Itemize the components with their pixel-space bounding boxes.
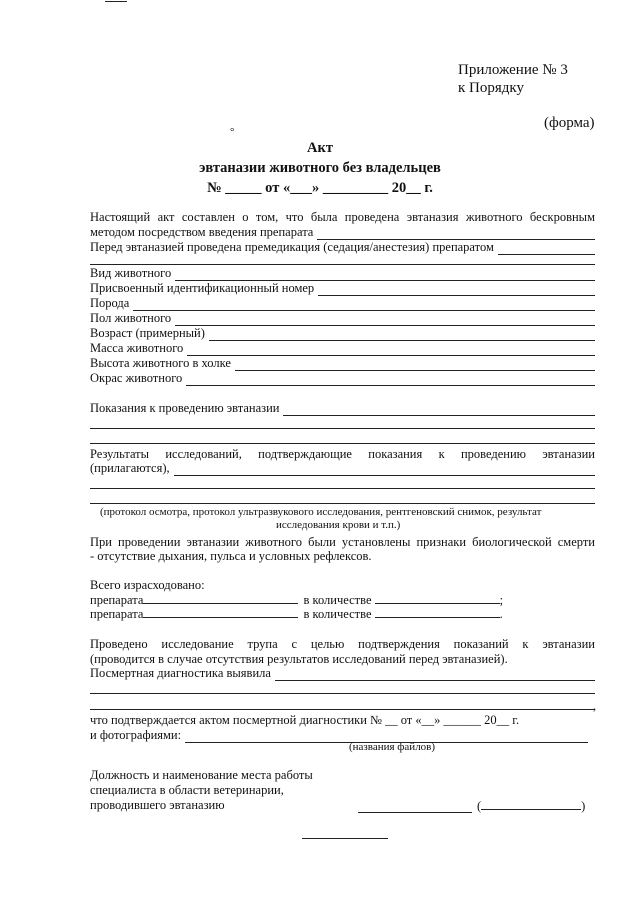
consumption-qty-label: в количестве [303, 607, 372, 621]
consumption-drug-label: препарата [90, 607, 144, 621]
intro-drug-field [90, 225, 595, 240]
indications-line-3[interactable] [90, 443, 595, 444]
autopsy-line-1: Проведено исследование трупа с целью подтверждения показаний к эвтаназии [90, 637, 595, 651]
consumption-qty-label: в количестве [303, 593, 372, 607]
consumption-qty-blank[interactable] [375, 607, 500, 618]
autopsy-line-5[interactable] [90, 709, 595, 710]
autopsy-comma: , [593, 699, 597, 713]
results-line-1: Результаты исследований, подтверждающие показания к проведению эвтаназии [90, 447, 595, 461]
animal-field-blank[interactable] [175, 315, 595, 326]
consumption-drug-blank[interactable] [143, 607, 298, 618]
photos-label: и фотографиями: [90, 728, 182, 742]
animal-field-7 [90, 371, 595, 386]
autopsy-field [90, 666, 595, 681]
signature-blank[interactable] [358, 812, 472, 813]
animal-field-blank[interactable] [209, 330, 595, 341]
consumption-row-2 [90, 607, 503, 622]
consumption-row-1 [90, 593, 503, 608]
animal-field-label: Высота животного в холке [90, 356, 231, 370]
results-note-2: исследования крови и т.п.) [276, 519, 401, 531]
autopsy-confirm: что подтверждается актом посмертной диагностики № __ от «__» ______ 20__ г. [90, 713, 520, 727]
results-blank[interactable] [174, 465, 595, 476]
name-close-paren: ) [581, 799, 586, 813]
signature-name-blank[interactable] [481, 799, 581, 810]
autopsy-line-2: (проводится в случае отсутствия результатов исследований перед эвтаназией). [90, 652, 508, 666]
death-signs-line-2: - отсутствие дыхания, пульса и условных рефлексов. [90, 549, 372, 563]
intro-drug-blank[interactable] [317, 229, 595, 240]
results-field [90, 461, 595, 476]
animal-field-label: Возраст (примерный) [90, 326, 205, 340]
animal-field-6 [90, 356, 595, 371]
autopsy-blank[interactable] [275, 670, 595, 681]
animal-field-0 [90, 266, 595, 281]
animal-field-2 [90, 296, 595, 311]
animal-field-label: Присвоенный идентификационный номер [90, 281, 315, 295]
consumption-end: ; [499, 593, 504, 607]
indications-line-2[interactable] [90, 428, 595, 429]
animal-field-label: Вид животного [90, 266, 172, 280]
signature-line-2: специалиста в области ветеринарии, [90, 783, 284, 797]
bottom-line [302, 838, 388, 839]
premed-extra-line[interactable] [90, 264, 595, 265]
autopsy-label: Посмертная диагностика выявила [90, 666, 271, 680]
results-label: (прилагаются), [90, 461, 170, 475]
animal-field-blank[interactable] [186, 375, 595, 386]
animal-field-3 [90, 311, 595, 326]
consumption-heading: Всего израсходовано: [90, 578, 205, 592]
animal-field-blank[interactable] [318, 285, 595, 296]
doc-title: Акт [307, 140, 333, 156]
autopsy-line-4[interactable] [90, 693, 595, 694]
results-note-1: (протокол осмотра, протокол ультразвукового исследования, рентгеновский снимок, результат [100, 506, 542, 518]
animal-field-label: Порода [90, 296, 130, 310]
doc-subtitle: эвтаназии животного без владельцев [199, 160, 441, 176]
results-line-3[interactable] [90, 488, 595, 489]
animal-field-label: Пол животного [90, 311, 172, 325]
animal-field-blank[interactable] [133, 300, 595, 311]
premed-field [90, 240, 595, 255]
animal-field-5 [90, 341, 595, 356]
scan-edge-line [105, 1, 127, 2]
intro-drug-label: методом посредством введения препарата [90, 225, 314, 239]
indications-field [90, 401, 595, 416]
consumption-end: . [499, 607, 503, 621]
results-line-4[interactable] [90, 503, 595, 504]
premed-label: Перед эвтаназией проведена премедикация (седация/анестезия) препаратом [90, 240, 494, 254]
death-signs-line-1: При проведении эвтаназии животного были установлены признаки биологической смерти [90, 535, 595, 549]
consumption-qty-blank[interactable] [375, 593, 500, 604]
animal-field-blank[interactable] [175, 270, 595, 281]
indications-label: Показания к проведению эвтаназии [90, 401, 280, 415]
consumption-drug-blank[interactable] [143, 593, 298, 604]
animal-field-label: Окрас животного [90, 371, 183, 385]
animal-field-4 [90, 326, 595, 341]
order-label: к Порядку [458, 80, 524, 96]
consumption-drug-label: препарата [90, 593, 144, 607]
photos-field [90, 728, 588, 743]
doc-number-line: № _____ от «___» _________ 20__ г. [207, 180, 433, 196]
indications-blank[interactable] [283, 405, 595, 416]
form-label: (форма) [544, 115, 595, 131]
name-open-paren: ( [477, 799, 482, 813]
premed-blank[interactable] [498, 244, 595, 255]
signature-line-1: Должность и наименование места работы [90, 768, 313, 782]
intro-line-1: Настоящий акт составлен о том, что была проведена эвтаназия животного бескровным [90, 210, 595, 224]
files-note: (названия файлов) [349, 741, 436, 753]
scan-dot: ° [230, 126, 235, 138]
appendix-label: Приложение № 3 [458, 62, 568, 78]
signature-name-field [477, 799, 585, 814]
animal-field-1 [90, 281, 595, 296]
signature-line-3: проводившего эвтаназию [90, 798, 225, 812]
animal-field-label: Масса животного [90, 341, 184, 355]
animal-field-blank[interactable] [235, 360, 595, 371]
animal-field-blank[interactable] [187, 345, 595, 356]
